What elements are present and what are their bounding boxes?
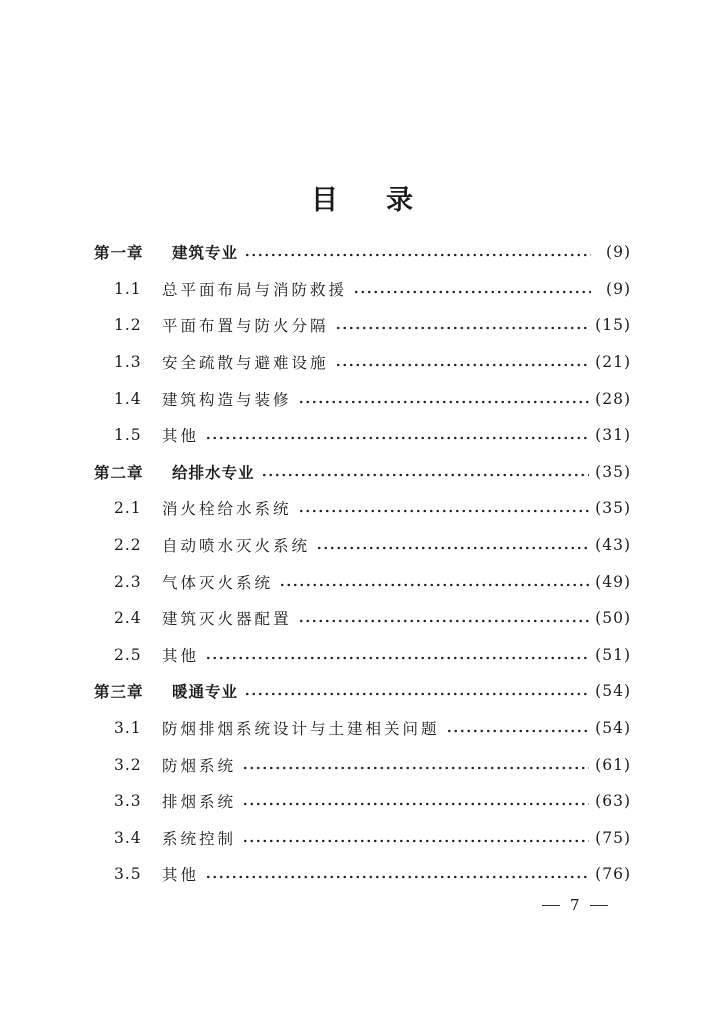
toc-page-number: (9) <box>606 243 631 262</box>
toc-entry-label: 总平面布局与消防救援 <box>162 280 348 299</box>
toc-page-number: (75) <box>595 828 631 847</box>
toc-page-number: (63) <box>595 792 631 811</box>
toc-section-row[interactable] <box>94 563 631 600</box>
toc-chapter-number: 第三章 <box>94 683 144 702</box>
toc-dot-leader <box>316 546 589 550</box>
toc-page-number: (43) <box>595 536 631 555</box>
toc-section-row[interactable] <box>94 746 631 783</box>
toc-page-number: (50) <box>595 609 631 628</box>
toc-page-number: (54) <box>595 719 631 738</box>
toc-entry-label: 暖通专业 <box>172 683 239 702</box>
toc-entry-label: 其他 <box>162 646 200 665</box>
toc-page-number: (51) <box>595 645 631 664</box>
toc-section-number: 3.4 <box>114 828 142 847</box>
toc-page-number: (9) <box>606 279 631 298</box>
toc-dot-leader <box>205 656 589 660</box>
toc-entry-label: 建筑灭火器配置 <box>162 610 292 629</box>
toc-page-number: (61) <box>595 755 631 774</box>
toc-dot-leader <box>205 436 589 440</box>
toc-entry-label: 其他 <box>162 866 200 885</box>
toc-dot-leader <box>242 802 589 806</box>
toc-section-row[interactable] <box>94 527 631 564</box>
toc-section-row[interactable] <box>94 856 631 893</box>
toc-entry-label: 防烟系统 <box>162 756 237 775</box>
toc-chapter-row[interactable] <box>94 234 631 271</box>
toc-section-number: 3.1 <box>114 719 142 738</box>
toc-chapter-number: 第一章 <box>94 244 144 263</box>
toc-entry-label: 建筑构造与装修 <box>162 390 292 409</box>
footer-dash-left <box>542 905 560 906</box>
toc-page-number: (49) <box>595 572 631 591</box>
toc-section-number: 1.3 <box>114 353 142 372</box>
table-of-contents <box>94 234 631 893</box>
toc-section-number: 3.3 <box>114 792 142 811</box>
toc-page-number: (76) <box>595 865 631 884</box>
toc-entry-label: 给排水专业 <box>172 463 255 482</box>
toc-dot-leader <box>353 290 591 294</box>
toc-dot-leader <box>335 363 590 367</box>
toc-section-number: 1.4 <box>114 389 142 408</box>
toc-section-row[interactable] <box>94 710 631 747</box>
toc-section-row[interactable] <box>94 417 631 454</box>
title-char-1: 目 <box>311 185 338 216</box>
toc-dot-leader <box>298 509 590 513</box>
toc-section-row[interactable] <box>94 490 631 527</box>
toc-page-number: (28) <box>595 389 631 408</box>
toc-section-row[interactable] <box>94 600 631 637</box>
toc-section-row[interactable] <box>94 637 631 674</box>
toc-page-number: (54) <box>595 682 631 701</box>
toc-entry-label: 排烟系统 <box>162 793 237 812</box>
toc-dot-leader <box>242 766 589 770</box>
toc-section-number: 2.5 <box>114 645 142 664</box>
toc-section-row[interactable] <box>94 820 631 857</box>
toc-entry-label: 安全疏散与避难设施 <box>162 354 329 373</box>
title-char-2: 录 <box>386 185 413 216</box>
toc-page-number: (31) <box>595 426 631 445</box>
toc-dot-leader <box>244 253 591 257</box>
toc-entry-label: 自动喷水灭火系统 <box>162 537 311 556</box>
toc-entry-label: 其他 <box>162 427 200 446</box>
toc-chapter-row[interactable] <box>94 673 631 710</box>
toc-entry-label: 消火栓给水系统 <box>162 500 292 519</box>
toc-dot-leader <box>298 400 590 404</box>
footer-dash-right <box>590 905 608 906</box>
toc-dot-leader <box>244 692 589 696</box>
toc-page-number: (35) <box>595 462 631 481</box>
toc-dot-leader <box>279 583 589 587</box>
toc-page-number: (21) <box>595 353 631 372</box>
toc-page-number: (15) <box>595 316 631 335</box>
footer-page-number: 7 <box>570 896 580 914</box>
toc-section-row[interactable] <box>94 344 631 381</box>
toc-section-row[interactable] <box>94 783 631 820</box>
page-footer <box>542 896 608 914</box>
toc-section-row[interactable] <box>94 307 631 344</box>
toc-section-number: 2.1 <box>114 499 142 518</box>
toc-section-number: 2.3 <box>114 572 142 591</box>
toc-dot-leader <box>335 326 590 330</box>
toc-section-number: 1.1 <box>114 279 142 298</box>
toc-entry-label: 平面布置与防火分隔 <box>162 317 329 336</box>
toc-entry-label: 防烟排烟系统设计与土建相关问题 <box>162 720 440 739</box>
toc-entry-label: 气体灭火系统 <box>162 573 274 592</box>
toc-section-number: 3.5 <box>114 865 142 884</box>
toc-page-number: (35) <box>595 499 631 518</box>
toc-section-number: 1.2 <box>114 316 142 335</box>
toc-chapter-number: 第二章 <box>94 463 144 482</box>
toc-section-row[interactable] <box>94 380 631 417</box>
toc-dot-leader <box>446 729 590 733</box>
toc-entry-label: 建筑专业 <box>172 244 239 263</box>
toc-section-number: 2.2 <box>114 536 142 555</box>
toc-dot-leader <box>242 839 589 843</box>
toc-section-row[interactable] <box>94 271 631 308</box>
toc-dot-leader <box>205 875 589 879</box>
toc-dot-leader <box>298 619 590 623</box>
toc-section-number: 2.4 <box>114 609 142 628</box>
toc-section-number: 3.2 <box>114 755 142 774</box>
page-title <box>0 178 724 217</box>
toc-entry-label: 系统控制 <box>162 829 237 848</box>
toc-dot-leader <box>261 473 590 477</box>
toc-chapter-row[interactable] <box>94 454 631 491</box>
toc-section-number: 1.5 <box>114 426 142 445</box>
